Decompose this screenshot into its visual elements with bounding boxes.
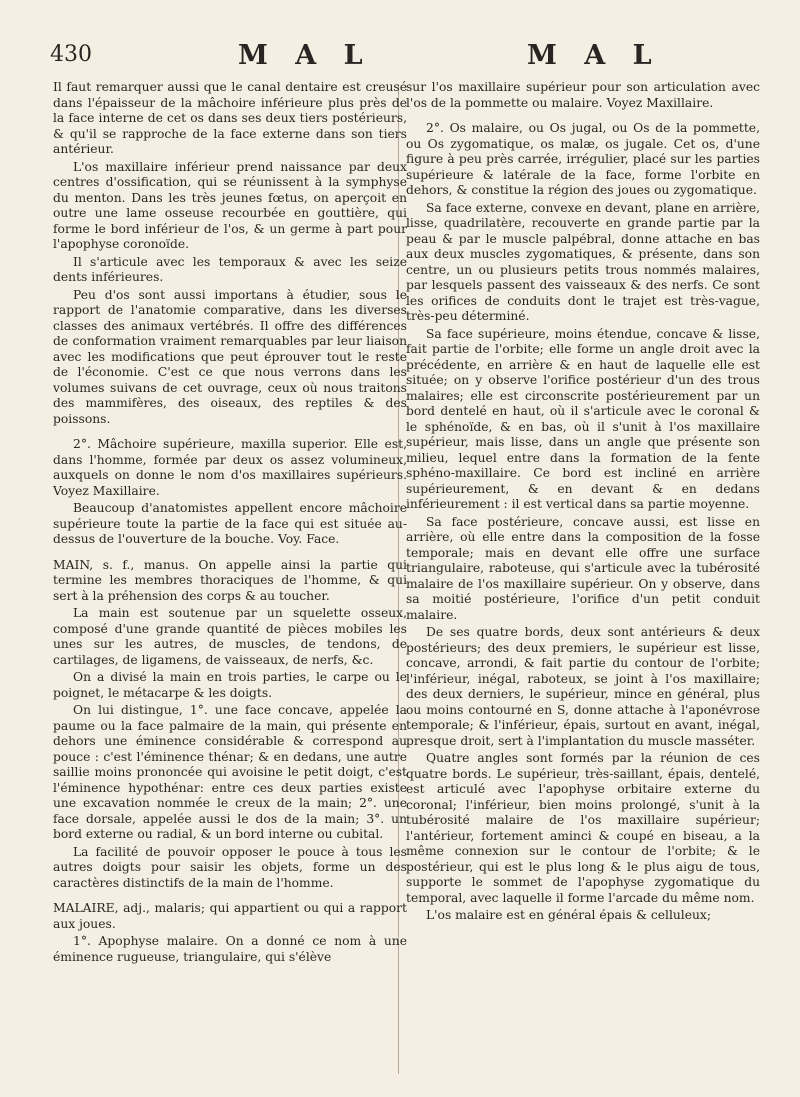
paragraph: L'os maxillaire inférieur prend naissance par deux centres d'ossification, qui se réunissent à la symphyse du menton. Dans les très jeunes fœtus, on aperçoit en outre une lame osseuse recourbée en gouttière, qui forme le bord inférieur de l'os, & un germe à part pour l'apophyse coronoïde. (53, 159, 407, 251)
paragraph: 2°. Os malaire, ou Os jugal, ou Os de la pommette, ou Os zygomatique, os malæ, os jugale. Cet os, d'une figure à peu près carrée, irrégulier, placé sur les parties supérieure & latérale de la face, forme l'orbite en dehors, & constitue la région des joues ou zygomatique. (406, 121, 760, 197)
paragraph: De ses quatre bords, deux sont antérieurs & deux postérieurs; des deux premiers, le supérieur est lisse, concave, arrondi, & fait partie du contour de l'orbite; l'inférieur, inégal, raboteux, se joint à l'os maxillaire; des deux derniers, le supérieur, mince en général, plus ou moins contourné en S, donne attache à l'aponévrose temporale; & l'inférieur, épais, surtout en avant, inégal, presque droit, sert à l'implantation du muscle masséter. (406, 625, 760, 748)
paragraph: sur l'os maxillaire supérieur pour son articulation avec l'os de la pommette ou malaire. Voyez Maxillaire. (406, 80, 760, 110)
paragraph: 2°. Mâchoire supérieure, maxilla superior. Elle est, dans l'homme, formée par deux os assez volumineux, auxquels on donne le nom d'os maxillaires supérieurs. Voyez Maxillaire. (53, 437, 407, 498)
paragraph: Peu d'os sont aussi importans à étudier, sous le rapport de l'anatomie comparative, dans les diverses classes des animaux vertébrés. Il offre des différences de conformation vraiment remarquables par leur liaison avec les modifications que peut éprouver tout le reste de l'économie. C'est ce que nous verrons dans les volumes suivans de cet ouvrage, ceux où nous traitons des mammifères, des oiseaux, des reptiles & des poissons. (53, 287, 407, 426)
paragraph: Sa face postérieure, concave aussi, est lisse en arrière, où elle entre dans la composition de la fosse temporale; mais en devant elle offre une surface triangulaire, raboteuse, qui s'articule avec la tubérosité malaire de l'os maxillaire supérieur. On y observe, dans sa moitié postérieure, l'orifice d'un petit conduit malaire. (406, 514, 760, 622)
paragraph: Sa face supérieure, moins étendue, concave & lisse, fait partie de l'orbite; elle forme un angle droit avec la précédente, en arrière & en haut de laquelle elle est située; on y observe l'orifice postérieur d'un des trous malaires; elle est circonscrite postérieurement par un bord dentelé en haut, où il s'articule avec le coronal & le sphénoïde, & en bas, où il s'unit à l'os maxillaire supérieur, mais lisse, dans un angle que présente son milieu, lequel entre dans la formation de la fente sphéno-maxillaire. Ce bord est incliné en arrière supérieurement, & en devant & en dedans inférieurement : il est vertical dans sa partie moyenne. (406, 326, 760, 511)
page-header (0, 40, 800, 74)
paragraph: Beaucoup d'anatomistes appellent encore mâchoire supérieure toute la partie de la face qui est située au-dessus de l'ouverture de la bouche. Voy. Face. (53, 501, 407, 546)
paragraph: L'os malaire est en général épais & celluleux; (426, 908, 712, 922)
right-column (406, 80, 760, 1080)
paragraph: Quatre angles sont formés par la réunion de ces quatre bords. Le supérieur, très-saillant, épais, dentelé, est articulé avec l'apophyse orbitaire externe du coronal; l'inférieur, bien moins prolongé, s'unit à la tubérosité malaire de l'os maxillaire supérieur; l'antérieur, fortement aminci & coupé en biseau, a la même connexion sur le contour de l'orbite; & le postérieur, qui est le plus long & le plus aigu de tous, supporte le sommet de l'apophyse zygomatique du temporal, avec laquelle il forme l'arcade du même nom. (406, 751, 760, 905)
entry-malaire: MALAIRE, adj., malaris; qui appartient ou qui a rapport aux joues. (53, 901, 407, 931)
paragraph: On a divisé la main en trois parties, le carpe ou le poignet, le métacarpe & les doigts. (53, 670, 407, 700)
paragraph: 1°. Apophyse malaire. On a donné ce nom à une éminence rugueuse, triangulaire, qui s'élève (53, 934, 407, 964)
running-headword-left: M A L (238, 40, 372, 71)
paragraph: La main est soutenue par un squelette osseux, composé d'une grande quantité de pièces mobiles les unes sur les autres, de muscles, de tendons, de cartilages, de ligamens, de vaisseaux, de nerfs, &c. (53, 606, 407, 667)
paragraph: Il faut remarquer aussi que le canal dentaire est creusé dans l'épaisseur de la mâchoire inférieure plus près de la face interne de cet os dans ses deux tiers postérieurs, & qu'il se rapproche de la face externe dans son tiers antérieur. (53, 80, 407, 156)
paragraph: Il s'articule avec les temporaux & avec les seize dents inférieures. (53, 254, 407, 284)
left-column (53, 80, 407, 1080)
entry-main: MAIN, s. f., manus. On appelle ainsi la partie qui termine les membres thoraciques de l'homme, & qui sert à la préhension des corps & au toucher. (53, 557, 407, 603)
paragraph: La facilité de pouvoir opposer le pouce à tous les autres doigts pour saisir les objets, forme un des caractères distinctifs de la main de l'homme. (53, 844, 407, 890)
running-headword-right: M A L (527, 40, 661, 71)
paragraph: On lui distingue, 1°. une face concave, appelée la paume ou la face palmaire de la main, qui présente en dehors une éminence considérable & correspond au pouce : c'est l'éminence thénar; & en dedans, une autre saillie moins prononcée qui avoisine le petit doigt, c'est l'éminence hypothénar: entre ces deux parties existe une excavation nommée le creux de la main; 2°. une face dorsale, appelée aussi le dos de la main; 3°. un bord externe ou radial, & un bord interne ou cubital. (53, 703, 407, 841)
paragraph: Sa face externe, convexe en devant, plane en arrière, lisse, quadrilatère, recouverte en grande partie par la peau & par le muscle palpébral, donne attache en bas aux deux muscles zygomatiques, & présente, dans son centre, un ou plusieurs petits trous nommés malaires, par lesquels passent des vaisseaux & des nerfs. Ce sont les orifices de conduits dont le trajet est très-vague, très-peu déterminé. (406, 200, 760, 323)
page-number: 430 (50, 42, 92, 67)
